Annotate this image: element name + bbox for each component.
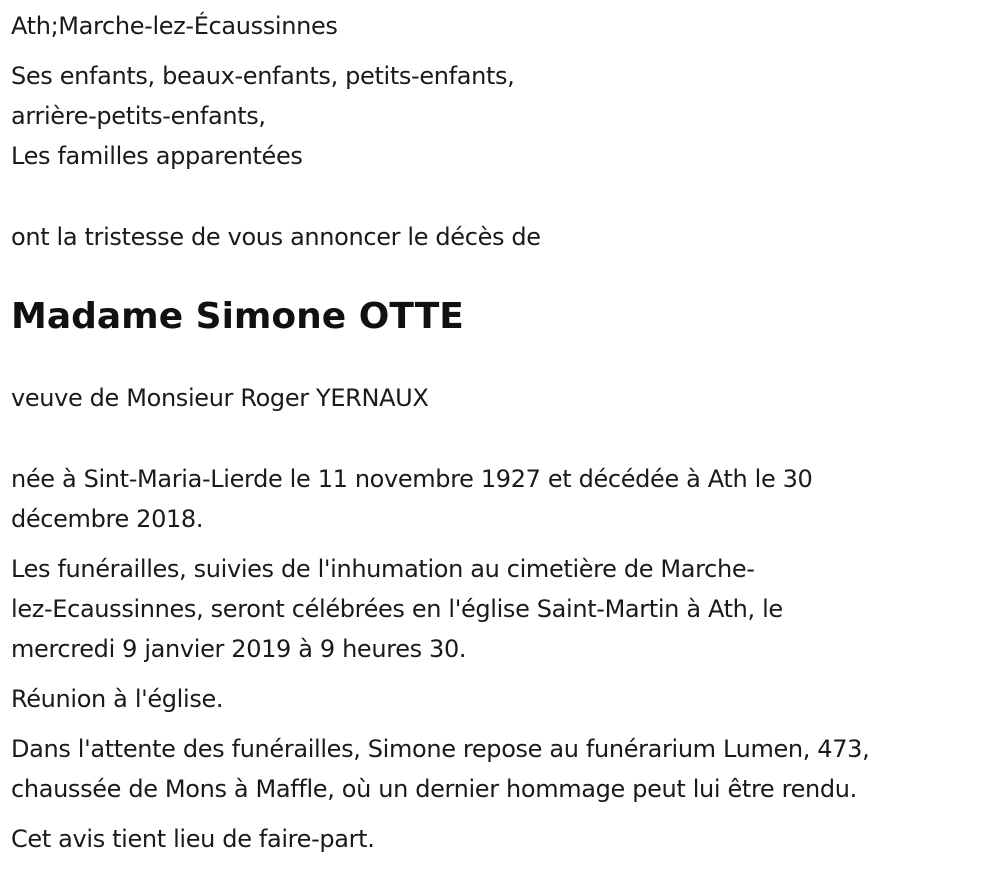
viewing-paragraph: Dans l'attente des funérailles, Simone repose au funérarium Lumen, 473, chaussée de Mons à Maffle, où un dernier hommage peut lui être rendu. [11,735,870,803]
spacer [11,176,991,217]
location-line: Ath;Marche-lez-Écaussinnes [11,12,338,40]
family-line: arrière-petits-enfants, [11,102,266,130]
announcement-line: ont la tristesse de vous annoncer le décès de [11,223,541,251]
widow-line: veuve de Monsieur Roger YERNAUX [11,384,429,412]
family-paragraph [11,56,991,176]
family-line: Ses enfants, beaux-enfants, petits-enfants, [11,62,515,90]
deceased-name: Madame Simone OTTE [11,296,464,337]
family-line: Les familles apparentées [11,142,303,170]
spacer [11,418,991,459]
closing-paragraph: Cet avis tient lieu de faire-part. [11,825,375,853]
spacer [11,337,991,378]
birth-death-paragraph: née à Sint-Maria-Lierde le 11 novembre 1927 et décédée à Ath le 30 décembre 2018. [11,465,813,533]
meeting-paragraph: Réunion à l'église. [11,685,224,713]
death-notice [11,6,991,869]
funeral-paragraph: Les funérailles, suivies de l'inhumation au cimetière de Marche- lez-Ecaussinnes, seront célébrées en l'église Saint-Martin à Ath, le mercredi 9 janvier 2019 à 9 heures 30. [11,555,783,663]
